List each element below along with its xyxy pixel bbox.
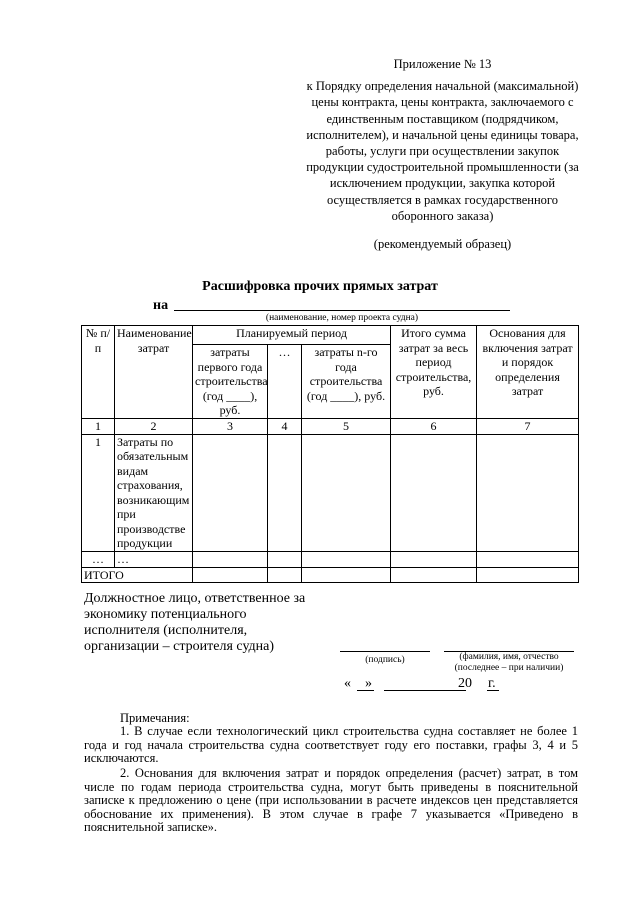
- date-day-line: [357, 690, 374, 691]
- total-label: ИТОГО: [82, 567, 193, 583]
- appendix-number: Приложение № 13: [393, 57, 492, 71]
- subject-blank-line: [174, 310, 510, 311]
- col-number: 7: [477, 419, 579, 435]
- col-number: 1: [82, 419, 115, 435]
- date-year-prefix: 20: [458, 676, 472, 691]
- cell-empty: [268, 434, 302, 551]
- total-row: [82, 567, 579, 583]
- appendix-header: [300, 56, 585, 224]
- cell-empty: [477, 551, 579, 567]
- notes-title: Примечания:: [120, 711, 190, 725]
- row-name: …: [115, 551, 193, 567]
- cell-empty: [302, 434, 391, 551]
- col-number: 5: [302, 419, 391, 435]
- table-row: [82, 434, 579, 551]
- cell-empty: [391, 434, 477, 551]
- note-item: 1. В случае если технологический цикл строительства судна составляет не более 1 года и год начала строительства судна соответствует году его поставки, графы 3, 4 и 5 исключаются.: [84, 724, 578, 765]
- header-total: Итого сумма затрат за весь период строительства, руб.: [391, 326, 477, 419]
- signature-caption: (подпись): [365, 655, 405, 665]
- cell-empty: [477, 567, 579, 583]
- cell-empty: [193, 434, 268, 551]
- header-planned-period: Планируемый период: [193, 326, 391, 345]
- date-month-line: [384, 690, 466, 691]
- cell-empty: [477, 434, 579, 551]
- row-name: Затраты по обязательным видам страхования, возникающим при производстве продукции: [115, 434, 193, 551]
- table-row: [82, 551, 579, 567]
- fio-caption: (фамилия, имя, отчество (последнее – при наличии): [454, 652, 564, 673]
- cell-empty: [193, 567, 268, 583]
- responsible-person: Должностное лицо, ответственное за экономику потенциального исполнителя (исполнителя, организации – строителя судна): [84, 591, 306, 654]
- col-number: 4: [268, 419, 302, 435]
- sample-note: (рекомендуемый образец): [373, 237, 512, 251]
- cell-empty: [268, 567, 302, 583]
- col-number: 6: [391, 419, 477, 435]
- cell-empty: [302, 551, 391, 567]
- document-title: Расшифровка прочих прямых затрат: [202, 279, 438, 294]
- appendix-text: к Порядку определения начальной (максимальной) цены контракта, цены контракта, заключаемого с единственным поставщиком (подрядчиком, исполнителем), и начальной цены единицы товара, работы, услуги при осуществлении закупок продукции судостроительной промышленности (за исключением продукции, закупка которой осуществляется в рамках государственного оборонного заказа): [306, 79, 579, 223]
- cell-empty: [391, 551, 477, 567]
- header-name: Наименование затрат: [115, 326, 193, 419]
- header-nth-year: затраты n-го года строительства (год ____), руб.: [302, 345, 391, 419]
- subject-label: на: [153, 298, 169, 313]
- date-year-line: [487, 690, 499, 691]
- cell-empty: [193, 551, 268, 567]
- row-num: …: [82, 551, 115, 567]
- header-num: № п/п: [82, 326, 115, 419]
- cell-empty: [391, 567, 477, 583]
- header-ellipsis: …: [268, 345, 302, 419]
- date-year-suffix: г.: [488, 676, 496, 691]
- date-close-quote: »: [365, 676, 372, 691]
- cell-empty: [268, 551, 302, 567]
- header-first-year: затраты первого года строительства (год ____), руб.: [193, 345, 268, 419]
- row-num: 1: [82, 434, 115, 551]
- note-item: 2. Основания для включения затрат и порядок определения (расчет) затрат, в том числе по годам периода строительства судна, могут быть приведены в пояснительной записке к предложению о цене (при использовании в расчете индексов цен представляется обоснование их применения). В этом случае в графе 7 указывается «Приведено в пояснительной записке».: [84, 766, 578, 834]
- date-open-quote: «: [344, 676, 351, 691]
- subject-caption: (наименование, номер проекта судна): [265, 313, 419, 323]
- col-number: 3: [193, 419, 268, 435]
- signature-line: [340, 651, 430, 652]
- costs-table: [81, 325, 579, 583]
- col-number: 2: [115, 419, 193, 435]
- header-basis: Основания для включения затрат и порядок определения затрат: [477, 326, 579, 419]
- cell-empty: [302, 567, 391, 583]
